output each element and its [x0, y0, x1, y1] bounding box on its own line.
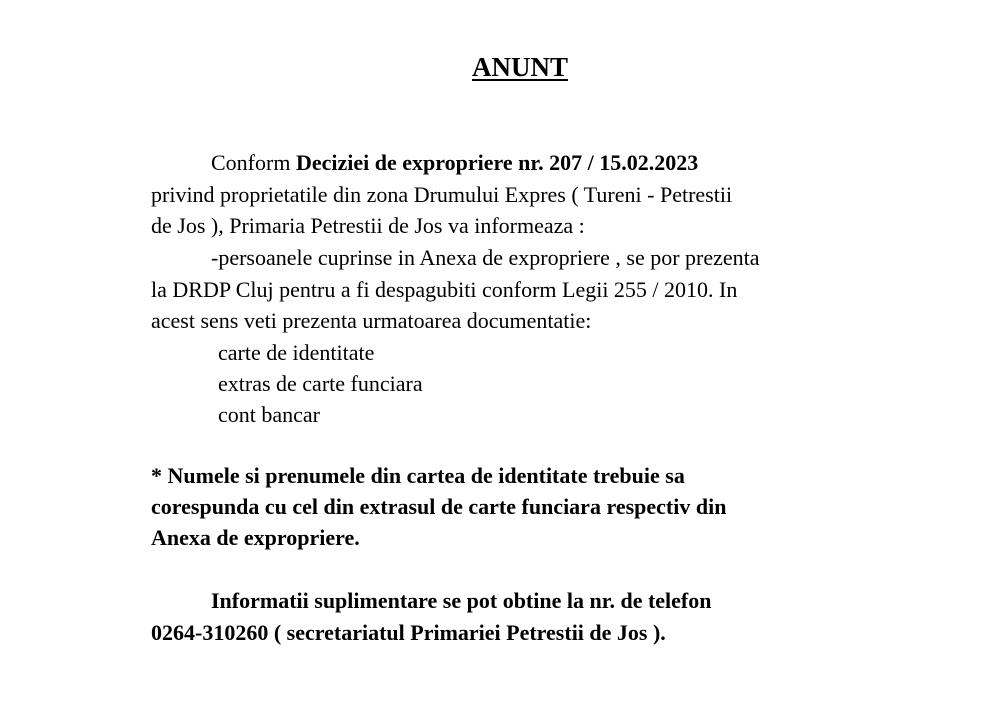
- contact-line-1: Informatii suplimentare se pot obtine la nr. de telefon: [211, 588, 712, 613]
- document-item-bank-account: cont bancar: [218, 402, 320, 427]
- document-item-land-extract: extras de carte funciara: [218, 371, 423, 396]
- intro-prefix: Conform: [211, 150, 296, 175]
- decision-reference: Deciziei de expropriere nr. 207 / 15.02.2023: [295, 150, 699, 175]
- note-line-2: corespunda cu cel din extrasul de carte funciara respectiv din: [151, 494, 727, 519]
- intro-line-2: privind proprietatile din zona Drumului Expres ( Tureni - Petrestii: [151, 182, 733, 207]
- document-item-id-card: carte de identitate: [218, 340, 375, 365]
- note-line-1: * Numele si prenumele din cartea de identitate trebuie sa: [151, 463, 685, 488]
- intro-line-1: [211, 148, 698, 178]
- announcement-title: ANUNT: [471, 52, 568, 82]
- contact-line-2: 0264-310260 ( secretariatul Primariei Petrestii de Jos ).: [151, 620, 666, 645]
- instructions-line-2: la DRDP Cluj pentru a fi despagubiti conform Legii 255 / 2010. In: [151, 277, 738, 302]
- instructions-line-3: acest sens veti prezenta urmatoarea documentatie:: [151, 308, 592, 333]
- note-line-3: Anexa de expropriere.: [151, 525, 360, 550]
- intro-line-3: de Jos ), Primaria Petrestii de Jos va informeaza :: [151, 213, 585, 238]
- instructions-line-1: -persoanele cuprinse in Anexa de expropriere , se por prezenta: [211, 245, 760, 270]
